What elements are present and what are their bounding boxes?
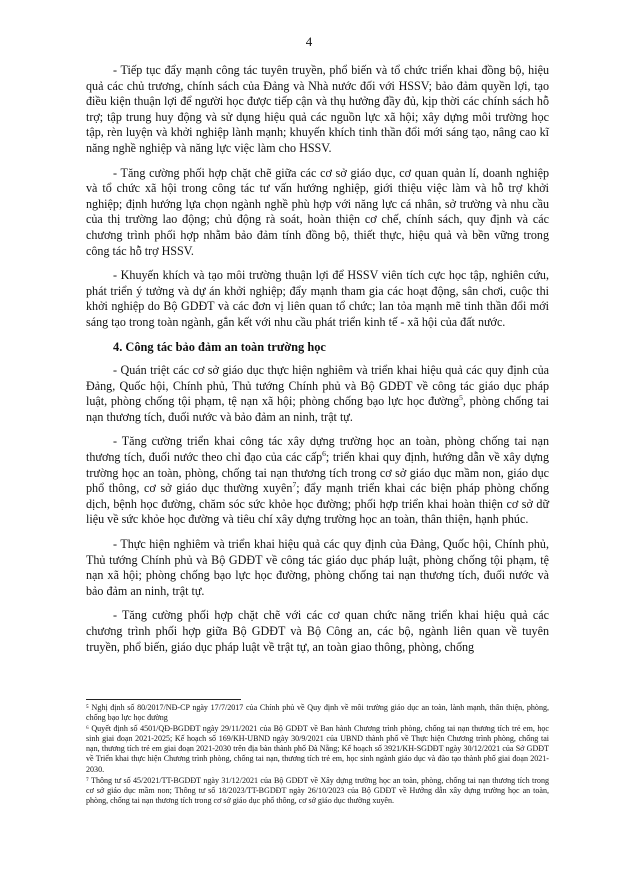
paragraph: - Tăng cường phối hợp chặt chẽ với các cơ quan chức năng triển khai hiệu quả các chương trình phối hợp giữa Bộ GDĐT và Bộ Công an, các bộ, ngành liên quan về tuyên truyền, phổ biến, giáo dục pháp luật về trật tự, an toàn giao thông, phòng, chống bbox=[86, 608, 549, 654]
footnotes bbox=[86, 703, 549, 807]
footnote: ⁵ Nghị định số 80/2017/NĐ-CP ngày 17/7/2017 của Chính phủ về Quy định về môi trường giáo dục an toàn, lành mạnh, thân thiện, phòng, chống bạo lực học đường bbox=[86, 703, 549, 723]
footnote: ⁶ Quyết định số 4501/QĐ-BGDĐT ngày 29/11/2021 của Bộ GDĐT về Ban hành Chương trình phòng, chống tai nạn thương tích trẻ em, học sinh giai đoạn 2021-2025; Kế hoạch số 169/KH-UBND ngày 30/9/2021 của UBND thành phố về Thực hiện Chương trình phòng, chống tai nạn, thương tích trẻ em giai đoạn 2021-2030 trên địa bàn thành phố Đà Nẵng; Kế hoạch số 3921/KH-SGDĐT ngày 30/12/2021 của Sở GDĐT về Triển khai thực hiện Chương trình phòng, chống tai nạn, thương tích trẻ em, học sinh ngành giáo dục và đào tạo thành phố giai đoạn 2021-2030. bbox=[86, 724, 549, 774]
page-number: 4 bbox=[305, 34, 313, 49]
paragraph-text: - Tăng cường triển khai công tác xây dựng trường học an toàn, phòng chống tai nạn thương tích, đuối nước theo chỉ đạo của các cấp bbox=[86, 434, 549, 465]
section-heading: 4. Công tác bảo đảm an toàn trường học bbox=[113, 339, 326, 354]
paragraph: - Tiếp tục đẩy mạnh công tác tuyên truyền, phổ biến và tổ chức triển khai đồng bộ, hiệu quả các chủ trương, chính sách của Đảng và Nhà nước đối với HSSV; bảo đảm quyền lợi, tạo điều kiện thuận lợi để người học được tiếp cận và thụ hưởng đầy đủ, kịp thời các chính sách hỗ trợ; tập trung huy động và sử dụng hiệu quả các nguồn lực xã hội; xây dựng môi trường học tập, rèn luyện và khởi nghiệp lành mạnh; khuyến khích tinh thần đổi mới sáng tạo, nâng cao kĩ năng nghề nghiệp và năng lực việc làm cho HSSV. bbox=[86, 63, 549, 155]
footnote-ref: 6 bbox=[322, 449, 326, 459]
footnote-ref: 7 bbox=[292, 480, 297, 490]
document-body bbox=[86, 63, 549, 664]
paragraph-text: - Quán triệt các cơ sở giáo dục thực hiện nghiêm và triển khai hiệu quả các quy định của Đảng, Quốc hội, Chính phủ, Thủ tướng Chính phủ và Bộ GDĐT về công tác giáo dục pháp luật, phòng chống tội phạm, tệ nạn xã hội; phòng chống bạo lực học đường bbox=[86, 363, 549, 409]
paragraph: - Thực hiện nghiêm và triển khai hiệu quả các quy định của Đảng, Quốc hội, Chính phủ, Thủ tướng Chính phủ và Bộ GDĐT về công tác giáo dục pháp luật, phòng chống tội phạm, tệ nạn xã hội; phòng chống bạo lực học đường, phòng chống tai nạn thương tích, đuối nước và bảo đảm an ninh, trật tự. bbox=[86, 537, 549, 598]
paragraph: - Khuyến khích và tạo môi trường thuận lợi để HSSV viên tích cực học tập, nghiên cứu, phát triển ý tưởng và dự án khởi nghiệp; đẩy mạnh tham gia các hoạt động, sân chơi, cuộc thi khởi nghiệp do Bộ GDĐT và các đơn vị liên quan tổ chức; lan tỏa mạnh mẽ tinh thần đổi mới sáng tạo trong toàn ngành, gắn kết với nhu cầu phát triển kinh tế - xã hội của đất nước. bbox=[86, 268, 549, 329]
paragraph: - Tăng cường phối hợp chặt chẽ giữa các cơ sở giáo dục, cơ quan quản lí, doanh nghiệp và tổ chức xã hội trong công tác tư vấn hướng nghiệp, giới thiệu việc làm và hỗ trợ khởi nghiệp; định hướng lựa chọn ngành nghề phù hợp với năng lực cá nhân, sở trường và nhu cầu của thị trường lao động; chủ động rà soát, hoàn thiện cơ chế, chính sách, quy định và các chương trình phối hợp nhằm bảo đảm tính đồng bộ, thiết thực, hiệu quả và bền vững trong công tác hỗ trợ HSSV. bbox=[86, 165, 549, 258]
footnote-separator bbox=[86, 699, 241, 700]
paragraph bbox=[86, 434, 549, 528]
footnote: ⁷ Thông tư số 45/2021/TT-BGDĐT ngày 31/12/2021 của Bộ GDĐT về Xây dựng trường học an toàn, phòng, chống tai nạn thương tích trong cơ sở giáo dục mầm non; Thông tư số 18/2023/TT-BGDĐT ngày 26/10/2023 của Bộ GDĐT về Hướng dẫn xây dựng trường học an toàn, phòng, chống tai nạn thương tích trong cơ sở giáo dục phổ thông, cơ sở giáo dục thường xuyên. bbox=[86, 775, 549, 805]
paragraph bbox=[86, 363, 549, 425]
paragraph-text: ; đẩy mạnh triển khai các biện pháp phòng chống dịch, bệnh học đường, chăm sóc sức khỏe học đường; phối hợp triển khai hoàn thiện cơ sở dữ liệu về sức khỏe học đường và tiêu chí xây dựng trường học an toàn, thân thiện, hạnh phúc. bbox=[86, 481, 549, 527]
footnote-ref: 5 bbox=[459, 393, 463, 403]
paragraph-text: , phòng chống tai nạn thương tích, đuối nước và bảo đảm an ninh, trật tự. bbox=[86, 394, 549, 424]
paragraph-text: ; triển khai quy định, hướng dẫn về xây dựng trường học an toàn, phòng, chống tai nạn thương tích trong cơ sở giáo dục mầm non, giáo dục phổ thông, cơ sở giáo dục thường xuyên bbox=[86, 450, 549, 496]
